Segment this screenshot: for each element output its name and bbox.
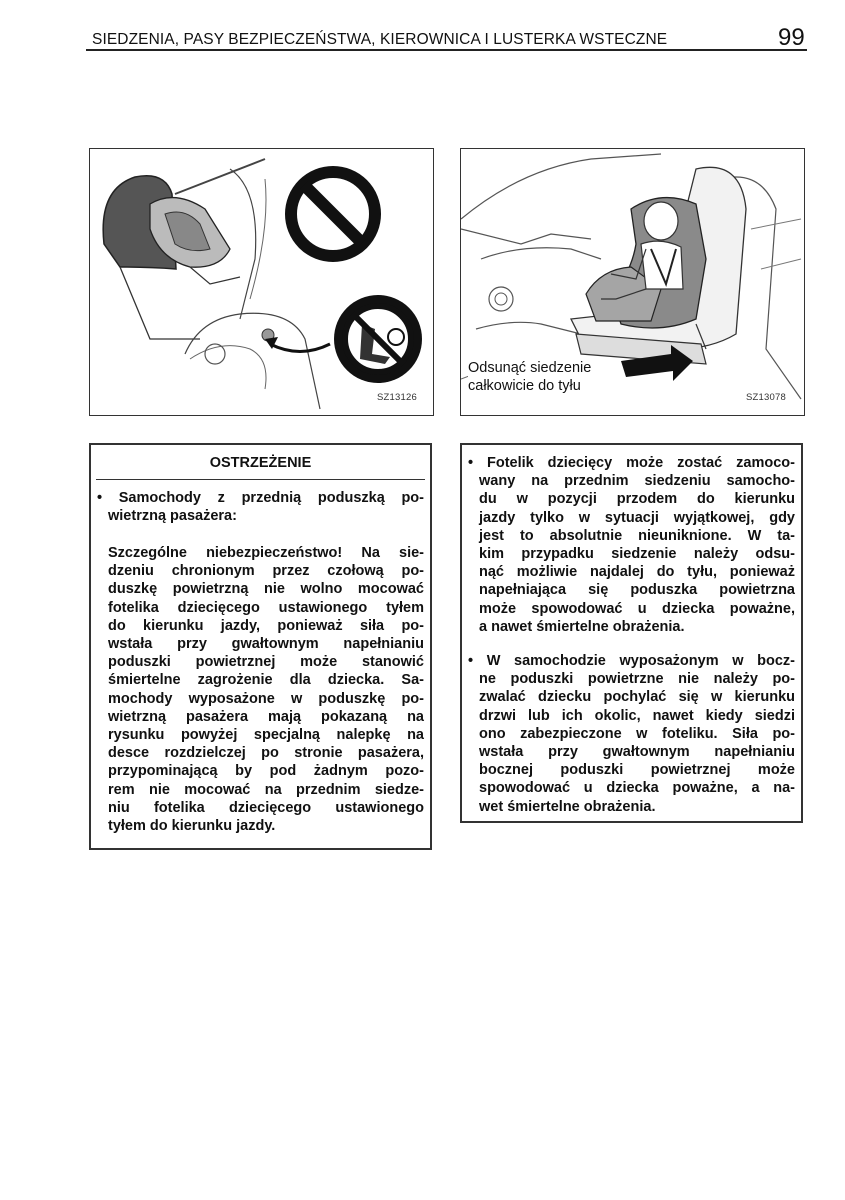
- warning-line: ne poduszki powietrzne nie należy po-: [479, 671, 795, 688]
- warning-line: bocznej poduszki powietrznej może: [479, 762, 795, 779]
- warning-line: desce rozdzielczej po stronie pasażera,: [108, 745, 424, 762]
- warning-heading-rule: [96, 479, 425, 480]
- warning-line: jest to absolutnie nieuniknione. W ta-: [479, 527, 795, 544]
- header-rule: [86, 49, 807, 51]
- warning-line: ono zabezpieczone w foteliku. Siła po-: [479, 725, 795, 742]
- warning-line: fotelika dziecięcego ustawionego tyłem: [108, 599, 424, 616]
- warning-line: tyłem do kierunku jazdy.: [108, 818, 276, 835]
- warning-bullet-front-seat: [468, 454, 795, 636]
- page-number: 99: [778, 24, 805, 51]
- warning-bullet-side-airbag: [468, 652, 795, 816]
- warning-line: jazdy tylko w sytuacji wyjątkowej, gdy: [479, 509, 795, 526]
- warning-line: śmiertelne zagrożenie dla dziecka. Sa-: [108, 672, 424, 689]
- warning-line: duszkę powietrzną nie wolno mocować: [108, 581, 424, 598]
- warning-line: napełniająca się poduszka powietrzna: [479, 582, 795, 599]
- warning-line: przypominającą by pod żadnym pozo-: [108, 763, 424, 780]
- warning-bullet: [97, 489, 424, 525]
- warning-line: wany na przednim siedzeniu samocho-: [479, 473, 795, 490]
- warning-line: do kierunku jazdy, ponieważ siła po-: [108, 617, 424, 634]
- warning-line: • Fotelik dziecięcy może zostać zamoco-: [468, 455, 795, 471]
- warning-line: • W samochodzie wyposażonym w bocz-: [468, 653, 795, 669]
- warning-box-front-airbag: [89, 443, 432, 850]
- warning-line: nąć możliwie najdalej do tyłu, ponieważ: [479, 564, 795, 581]
- warning-line: spowodować u dziecka poważne, a na-: [479, 780, 795, 797]
- warning-line: wstała przy gwałtownym napełnianiu: [479, 744, 795, 761]
- warning-heading: OSTRZEŻENIE: [209, 455, 312, 471]
- figure-caption-line1: Odsunąć siedzenie: [468, 360, 592, 376]
- warning-line: rysunku powyżej specjalną nalepkę na: [108, 727, 424, 744]
- warning-line: du w pozycji przodem do kierunku: [479, 491, 795, 508]
- warning-line: dzeniu chronionym przez czołową po-: [108, 563, 424, 580]
- warning-line: Szczególne niebezpieczeństwo! Na sie-: [108, 545, 424, 561]
- figure-caption-line2: całkowicie do tyłu: [468, 378, 581, 394]
- figure-rear-facing-seat-prohibited: [89, 148, 434, 416]
- rear-facing-seat-illustration: [90, 149, 433, 415]
- figure-caption: [468, 359, 591, 395]
- warning-line: niu fotelika dziecięcego ustawionego: [108, 799, 424, 816]
- warning-line: może spowodować u dziecka poważne,: [479, 600, 795, 617]
- warning-line: a nawet śmiertelne obrażenia.: [479, 618, 685, 635]
- warning-line: poduszki powietrznej może stanowić: [108, 654, 424, 671]
- warning-line: rem nie mocować na przednim siedze-: [108, 781, 424, 798]
- warning-line: mochody wyposażone w poduszkę po-: [108, 690, 424, 707]
- warning-line: drzwi lub ich okolic, nawet kiedy siedzi: [479, 707, 795, 724]
- figure-code: SZ13078: [746, 392, 786, 403]
- figure-code: SZ13126: [377, 392, 417, 403]
- warning-line: wstała przy gwałtownym napełnianiu: [108, 636, 424, 653]
- warning-line: wietrzną pasażera:: [108, 508, 237, 525]
- figure-forward-facing-seat: [460, 148, 805, 416]
- warning-paragraph: [108, 544, 424, 835]
- warning-line: wet śmiertelne obrażenia.: [479, 798, 656, 815]
- warning-line: zwalać dziecku pochylać się w kierunku: [479, 689, 795, 706]
- running-header-title: SIEDZENIA, PASY BEZPIECZEŃSTWA, KIEROWNICA I LUSTERKA WSTECZNE: [92, 31, 668, 48]
- warning-box-child-seat: [460, 443, 803, 823]
- warning-line: wietrzną pasażera mają pokazaną na: [108, 708, 424, 725]
- warning-line: • Samochody z przednią poduszką po-: [97, 490, 424, 506]
- warning-line: kim przypadku siedzenie należy odsu-: [479, 546, 795, 563]
